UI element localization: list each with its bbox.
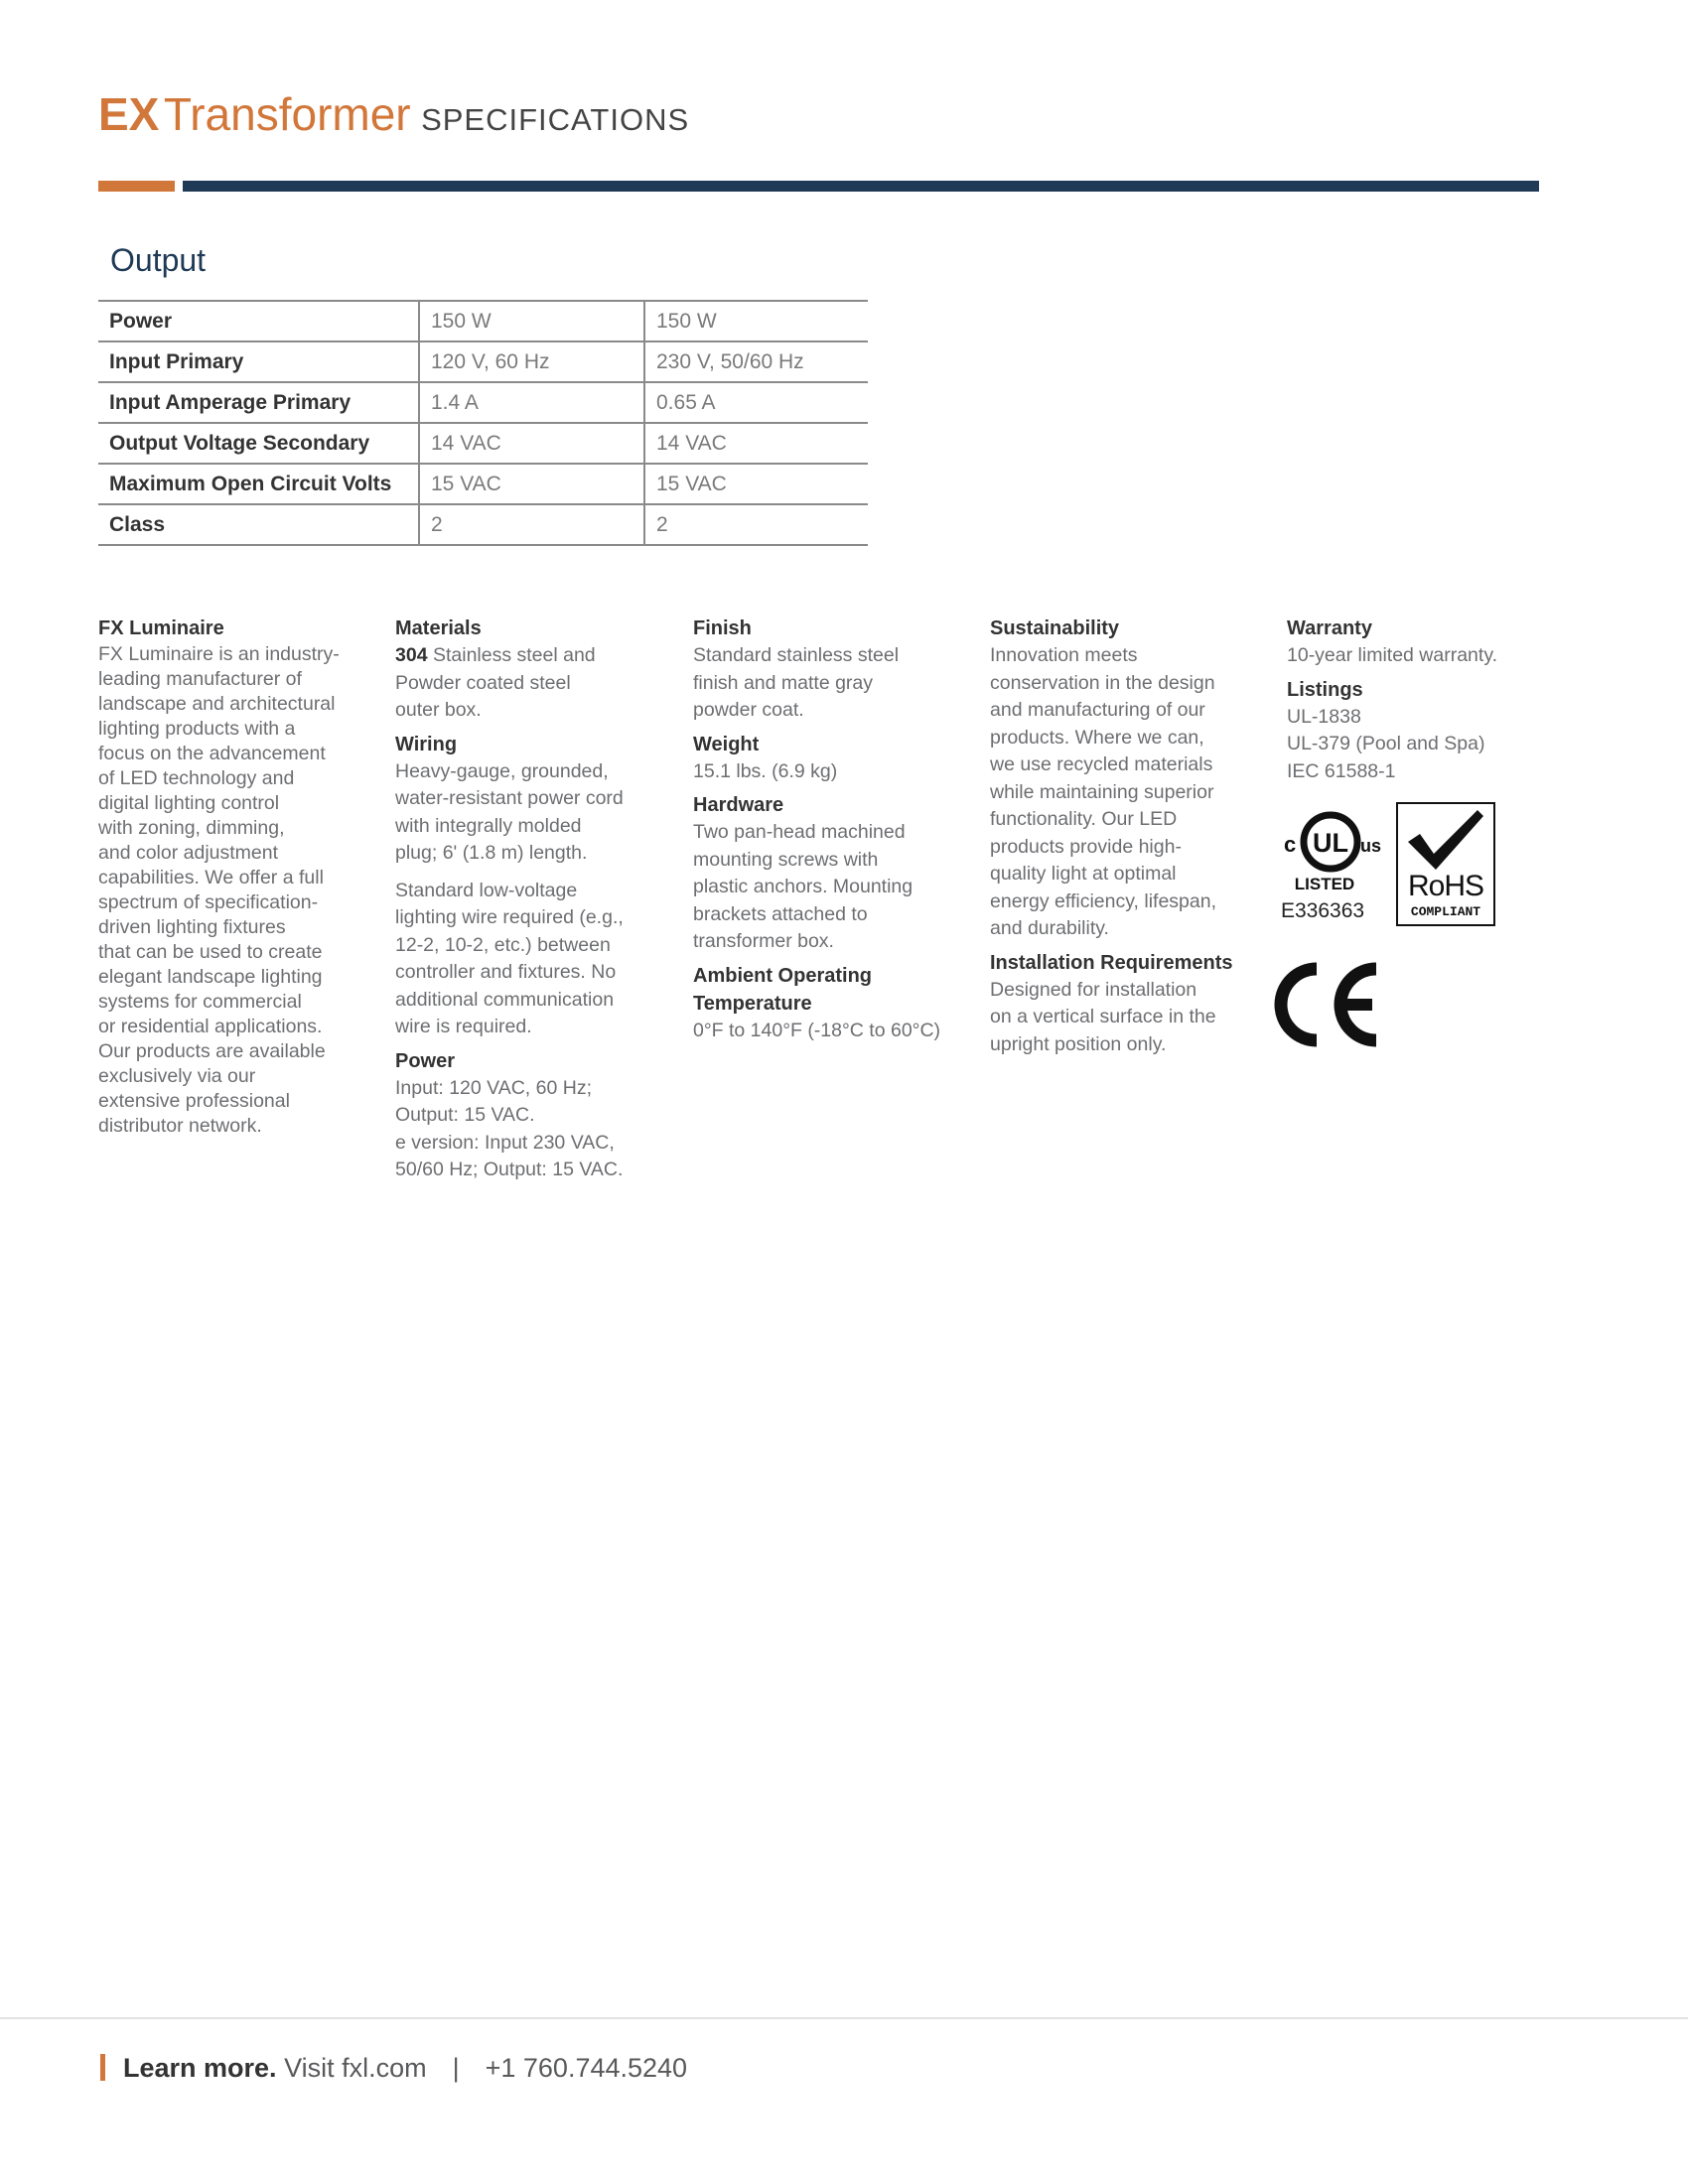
row-value-120v: 14 VAC — [419, 423, 644, 464]
footer-divider — [0, 2017, 1688, 2019]
rohs-compliant-text: COMPLIANT — [1410, 904, 1481, 919]
ul-listed-text: LISTED — [1294, 875, 1355, 893]
row-value-230v: 2 — [644, 504, 868, 545]
footer-separator: | — [452, 2053, 460, 2083]
footer-accent-bar — [100, 2054, 105, 2081]
heading-installation: Installation Requirements — [990, 951, 1233, 974]
row-label: Input Amperage Primary — [98, 382, 419, 423]
checkmark-icon — [1398, 806, 1493, 876]
table-row — [98, 464, 868, 504]
row-value-230v: 150 W — [644, 301, 868, 341]
footer-visit-link[interactable]: Visit fxl.com — [276, 2053, 427, 2083]
text-listings: UL-1838 UL-379 (Pool and Spa) IEC 61588-1 — [1287, 705, 1485, 782]
row-value-120v: 2 — [419, 504, 644, 545]
text-power: Input: 120 VAC, 60 Hz; Output: 15 VAC. e version: Input 230 VAC, 50/60 Hz; Output: 15 VAC. — [395, 1076, 624, 1180]
row-label: Output Voltage Secondary — [98, 423, 419, 464]
heading-warranty: Warranty — [1287, 617, 1372, 639]
row-label: Power — [98, 301, 419, 341]
rohs-text: RoHS — [1407, 870, 1484, 902]
title-suffix: SPECIFICATIONS — [421, 102, 690, 137]
page-header — [98, 87, 689, 141]
text-finish: Standard stainless steel finish and matte gray powder coat. — [693, 644, 900, 721]
column-finish — [693, 614, 951, 1054]
footer — [100, 2053, 687, 2084]
text-sustainability: Innovation meets conservation in the design and manufacturing of our products. Where we can, we use recycled materials while maintaining superior functionality. Our LED products provide high- quality light at optimal energy efficiency, lifespan, and durability. — [990, 644, 1216, 939]
title-product-name: Transformer — [163, 88, 411, 140]
heading-hardware: Hardware — [693, 794, 784, 816]
row-value-230v: 230 V, 50/60 Hz — [644, 341, 868, 382]
heading-weight: Weight — [693, 733, 760, 755]
ul-c-mark: c — [1284, 832, 1297, 857]
row-value-120v: 15 VAC — [419, 464, 644, 504]
ce-mark-icon — [1269, 961, 1382, 1048]
row-label: Maximum Open Circuit Volts — [98, 464, 419, 504]
row-value-120v: 120 V, 60 Hz — [419, 341, 644, 382]
text-hardware: Two pan-head machined mounting screws with plastic anchors. Mounting brackets attached to transformer box. — [693, 821, 914, 952]
ul-us-mark: us — [1360, 836, 1382, 856]
text-weight: 15.1 lbs. (6.9 kg) — [693, 759, 838, 782]
heading-finish: Finish — [693, 617, 752, 639]
text-materials — [395, 642, 653, 725]
text-wiring: Heavy-gauge, grounded, water-resistant power cord with integrally molded plug; 6' (1.8 m) length. — [395, 759, 624, 864]
text-ambient-temperature: 0°F to 140°F (-18°C to 60°C) — [693, 1019, 941, 1041]
text-warranty: 10-year limited warranty. — [1287, 644, 1498, 666]
header-accent-bar — [98, 181, 175, 192]
output-spec-table — [98, 300, 868, 546]
table-row — [98, 382, 868, 423]
ce-mark-logo — [1269, 961, 1382, 1048]
table-row — [98, 341, 868, 382]
text-materials-body: Stainless steel and Powder coated steel outer box. — [395, 644, 596, 721]
row-label: Class — [98, 504, 419, 545]
column-warranty — [1287, 614, 1535, 795]
heading-wiring: Wiring — [395, 733, 458, 755]
row-value-120v: 1.4 A — [419, 382, 644, 423]
ul-file-number: E336363 — [1281, 899, 1365, 922]
row-value-230v: 14 VAC — [644, 423, 868, 464]
header-rule-bar — [183, 181, 1539, 192]
rohs-compliant-logo — [1396, 802, 1495, 926]
table-row — [98, 423, 868, 464]
text-wiring-requirement: Standard low-voltage lighting wire required (e.g., 12-2, 10-2, etc.) between controller and fixtures. No additional communication wire is required. — [395, 879, 624, 1037]
footer-learn-more: Learn more. — [123, 2053, 277, 2083]
heading-sustainability: Sustainability — [990, 617, 1120, 639]
column-fx-luminaire — [98, 614, 356, 1149]
heading-power: Power — [395, 1049, 456, 1072]
text-fx-luminaire: FX Luminaire is an industry- leading manufacturer of landscape and architectural lighting products with a focus on the advancement of LED technology and digital lighting control with zoning, dimming, and color adjustment capabilities. We offer a full spectrum of specification- driven lighting fixtures that can be used to create elegant landscape lighting systems for commercial or residential applications. Our products are available exclusively via our extensive professional distributor network. — [98, 643, 340, 1137]
output-section-title: Output — [110, 242, 207, 278]
row-value-230v: 0.65 A — [644, 382, 868, 423]
title-product-code: EX — [98, 88, 160, 140]
text-materials-grade: 304 — [395, 644, 428, 666]
row-value-230v: 15 VAC — [644, 464, 868, 504]
footer-phone[interactable]: +1 760.744.5240 — [485, 2053, 688, 2083]
column-sustainability — [990, 614, 1248, 1068]
text-installation: Designed for installation on a vertical surface in the upright position only. — [990, 978, 1216, 1055]
row-value-120v: 150 W — [419, 301, 644, 341]
heading-materials: Materials — [395, 617, 482, 639]
table-row — [98, 504, 868, 545]
row-label: Input Primary — [98, 341, 419, 382]
ul-letters: UL — [1313, 828, 1348, 858]
column-materials — [395, 614, 653, 1194]
heading-fx-luminaire: FX Luminaire — [98, 617, 224, 639]
ul-listed-icon — [1277, 800, 1388, 899]
heading-listings: Listings — [1287, 678, 1363, 701]
ul-listed-logo — [1277, 800, 1388, 927]
heading-ambient-temperature: Ambient Operating Temperature — [693, 964, 873, 1015]
table-row — [98, 301, 868, 341]
